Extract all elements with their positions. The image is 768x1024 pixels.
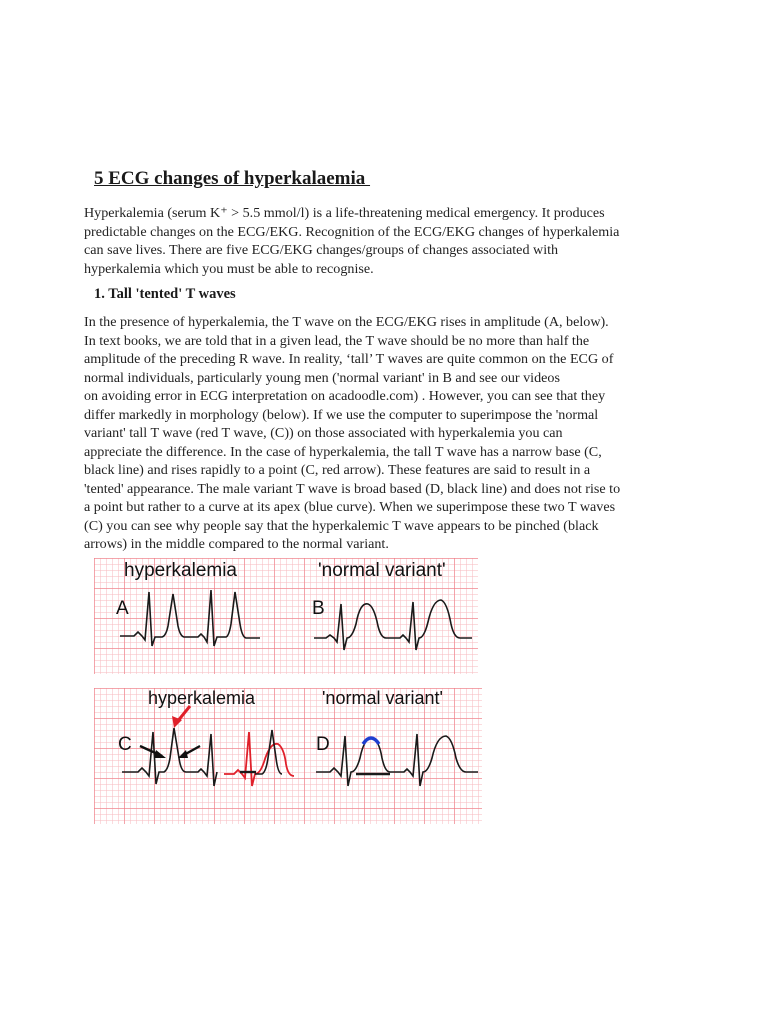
ecg-overlay-black-t-wave bbox=[255, 730, 282, 774]
pinch-arrow-left-head bbox=[154, 750, 166, 758]
panel-b-letter: B bbox=[312, 598, 325, 619]
body-line: arrows) in the middle compared to the normal variant. bbox=[84, 536, 389, 552]
panel-b-heading: 'normal variant' bbox=[318, 560, 446, 581]
body-line: In text books, we are told that in a given lead, the T wave should be no more than half the bbox=[84, 332, 590, 349]
document-title: 5 ECG changes of hyperkalaemia bbox=[94, 168, 371, 189]
panel-a-letter: A bbox=[116, 598, 129, 619]
intro-line: predictable changes on the ECG/EKG. Recognition of the ECG/EKG changes of hyperkalemia bbox=[84, 223, 620, 240]
section-1-paragraph bbox=[84, 313, 684, 554]
body-line: a point but rather to a curve at its apex (blue curve). When we superimpose these two T waves bbox=[84, 499, 616, 515]
ecg-trace-b bbox=[314, 600, 472, 650]
body-line: In the presence of hyperkalemia, the T wave on the ECG/EKG rises in amplitude (A, below). bbox=[84, 314, 609, 330]
body-line: (C) you can see why people say that the hyperkalemic T wave appears to be pinched (black bbox=[84, 517, 599, 534]
intro-line: hyperkalemia which you must be able to recognise. bbox=[84, 260, 374, 277]
body-line: differ markedly in morphology (below). If we use the computer to superimpose the 'normal bbox=[84, 406, 599, 423]
body-line: on avoiding error in ECG interpretation on acadoodle.com) . However, you can see that they bbox=[84, 388, 606, 404]
intro-paragraph bbox=[84, 204, 684, 278]
intro-line: can save lives. There are five ECG/EKG changes/groups of changes associated with bbox=[84, 242, 559, 258]
body-line: normal individuals, particularly young men ('normal variant' in B and see our videos bbox=[84, 369, 560, 386]
ecg-figure-top bbox=[94, 558, 478, 674]
body-line: black line) and rises rapidly to a point (C, red arrow). These features are said to result in a bbox=[84, 462, 591, 478]
panel-d-heading: 'normal variant' bbox=[322, 688, 443, 708]
intro-line: Hyperkalemia (serum K⁺ > 5.5 mmol/l) is a life-threatening medical emergency. It produces bbox=[84, 205, 605, 221]
body-line: 'tented' appearance. The male variant T wave is broad based (D, black line) and does not rise to bbox=[84, 480, 621, 497]
panel-c-heading: hyperkalemia bbox=[148, 688, 256, 708]
body-line: appreciate the difference. In the case of hyperkalemia, the tall T wave has a narrow base (C, bbox=[84, 443, 602, 460]
panel-a-heading: hyperkalemia bbox=[124, 560, 237, 581]
body-line: amplitude of the preceding R wave. In reality, ‘tall’ T waves are quite common on the ECG of bbox=[84, 351, 614, 367]
section-heading-tented-t-waves: 1. Tall 'tented' T waves bbox=[94, 286, 236, 302]
panel-c-letter: C bbox=[118, 734, 132, 755]
ecg-trace-c bbox=[122, 728, 217, 786]
panel-d-letter: D bbox=[316, 734, 330, 755]
pinch-arrow-right-head bbox=[178, 750, 188, 758]
ecg-trace-a bbox=[120, 590, 260, 646]
ecg-overlay-red-t-wave bbox=[224, 732, 294, 786]
apex-curve-blue bbox=[363, 738, 379, 744]
body-line: variant' tall T wave (red T wave, (C)) on those associated with hyperkalemia you can bbox=[84, 425, 563, 441]
ecg-figure-bottom bbox=[94, 688, 482, 824]
ecg-trace-d bbox=[316, 734, 478, 786]
